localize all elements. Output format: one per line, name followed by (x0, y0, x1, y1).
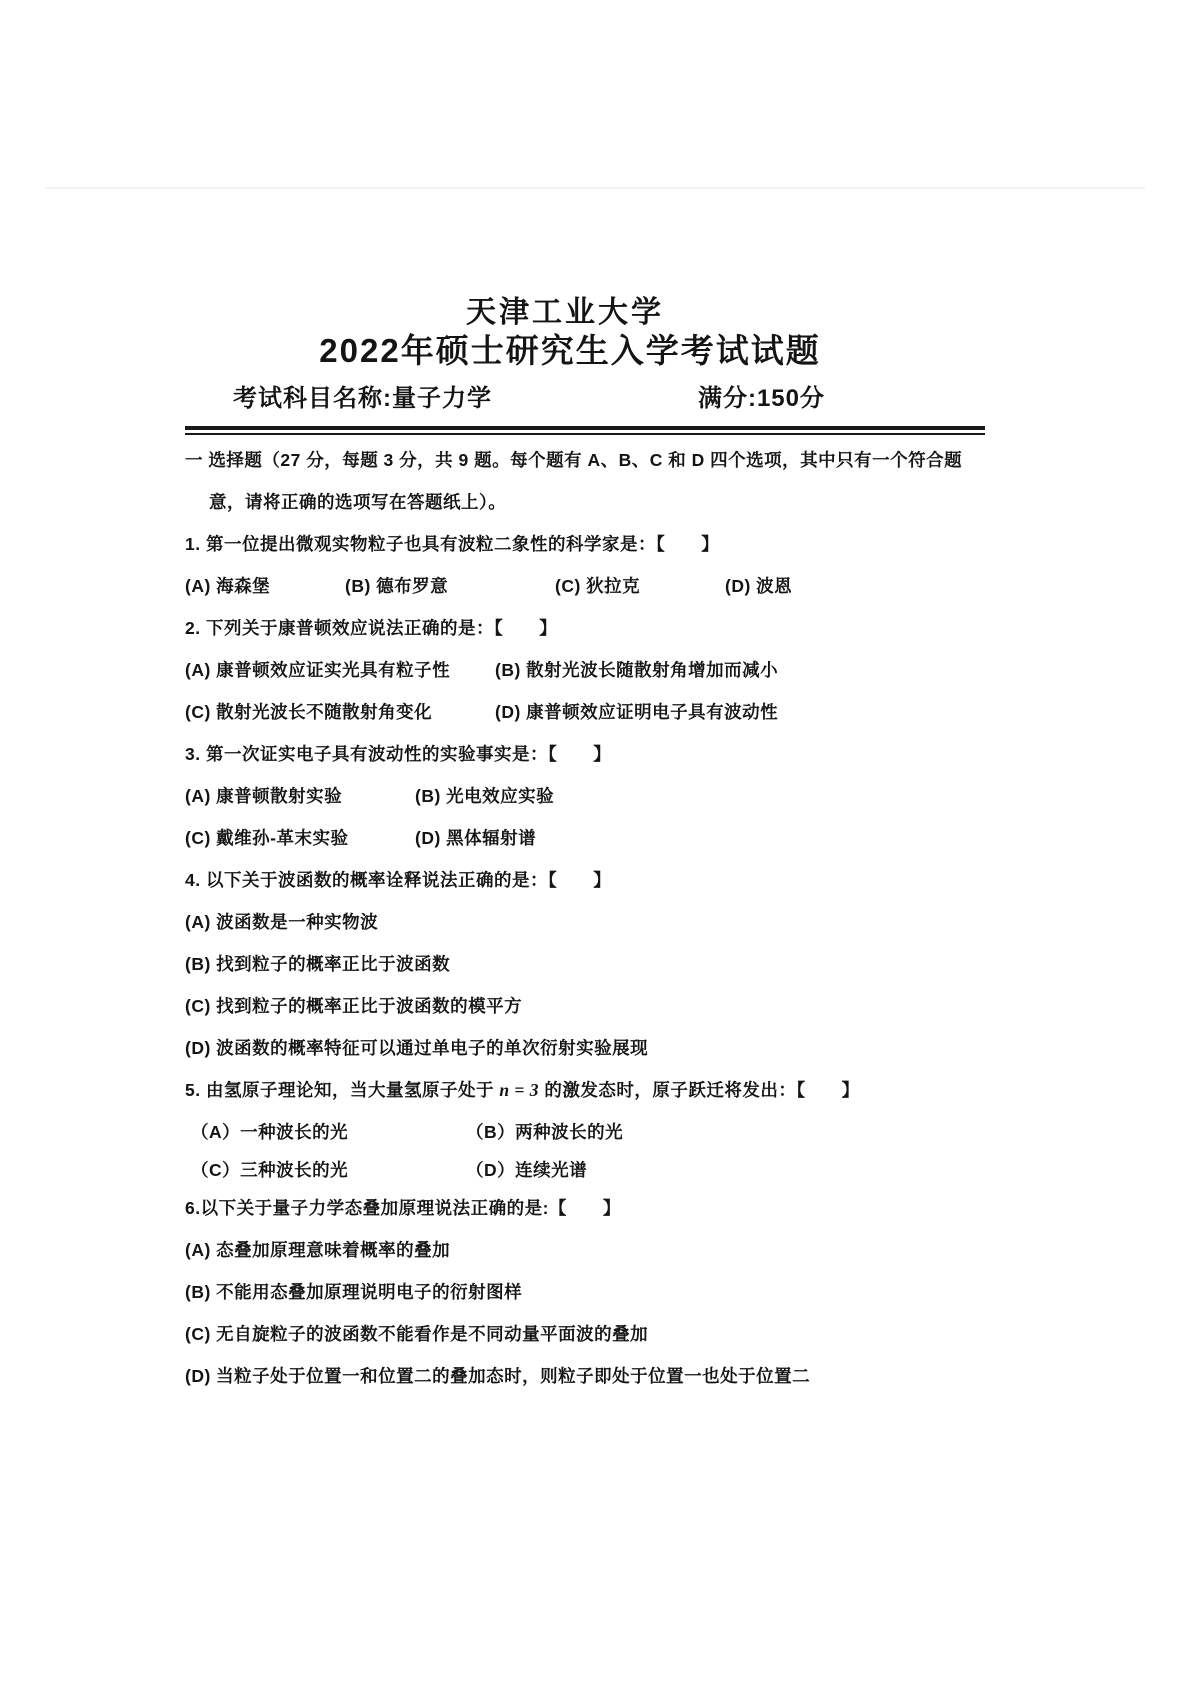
exam-content (185, 296, 985, 1405)
question-3 (185, 741, 985, 851)
instructions-line-1: 一 选择题（27 分，每题 3 分，共 9 题。每个题有 A、B、C 和 D 四个选项，其中只有一个符合题 (185, 450, 963, 470)
question-2-option-c: (C) 散射光波长不随散射角变化 (185, 702, 433, 722)
question-1-option-c: (C) 狄拉克 (555, 576, 641, 596)
question-6 (185, 1195, 985, 1389)
question-5-options-row-1 (185, 1119, 985, 1145)
question-5-option-a: （A）一种波长的光 (191, 1122, 349, 1142)
question-5-option-c: （C）三种波长的光 (191, 1160, 349, 1180)
question-2-option-d: (D) 康普顿效应证明电子具有波动性 (495, 702, 779, 722)
question-2-option-b: (B) 散射光波长随散射角增加而减小 (495, 660, 779, 680)
question-2-options-row-1 (185, 657, 985, 683)
question-4-option-d: (D) 波函数的概率特征可以通过单电子的单次衍射实验展现 (185, 1038, 649, 1058)
question-2-options-row-2 (185, 699, 985, 725)
question-5-stem (185, 1077, 985, 1103)
subject-score-row (185, 384, 985, 414)
question-4-stem: 4. 以下关于波函数的概率诠释说法正确的是：【 】 (185, 870, 612, 890)
subject-label: 考试科目名称:量子力学 (233, 385, 492, 412)
question-1-options (185, 573, 985, 599)
question-3-option-b: (B) 光电效应实验 (415, 786, 555, 806)
section-instructions (185, 447, 985, 515)
question-4-option-b: (B) 找到粒子的概率正比于波函数 (185, 954, 451, 974)
scan-page-top-edge (45, 187, 1145, 189)
question-1-stem: 1. 第一位提出微观实物粒子也具有波粒二象性的科学家是：【 】 (185, 534, 720, 554)
question-1-option-a: (A) 海森堡 (185, 576, 271, 596)
question-5-stem-pre: 5. 由氢原子理论知，当大量氢原子处于 (185, 1080, 500, 1100)
question-6-option-c: (C) 无自旋粒子的波函数不能看作是不同动量平面波的叠加 (185, 1324, 649, 1344)
question-3-stem: 3. 第一次证实电子具有波动性的实验事实是：【 】 (185, 744, 612, 764)
question-1 (185, 531, 985, 599)
question-6-option-b: (B) 不能用态叠加原理说明电子的衍射图样 (185, 1282, 523, 1302)
instructions-line-2: 意，请将正确的选项写在答题纸上）。 (209, 492, 507, 512)
question-5-option-b: （B）两种波长的光 (466, 1122, 624, 1142)
question-2-stem: 2. 下列关于康普顿效应说法正确的是：【 】 (185, 618, 558, 638)
question-4-option-a: (A) 波函数是一种实物波 (185, 912, 379, 932)
exam-title: 2022年硕士研究生入学考试试题 (319, 332, 821, 369)
full-score-label: 满分:150分 (697, 385, 825, 412)
question-6-stem: 6.以下关于量子力学态叠加原理说法正确的是:【 】 (185, 1198, 621, 1218)
question-4 (185, 867, 985, 1061)
question-5 (185, 1077, 985, 1183)
question-2 (185, 615, 985, 725)
question-5-option-d: （D）连续光谱 (466, 1160, 588, 1180)
question-3-option-c: (C) 戴维孙-革末实验 (185, 828, 349, 848)
question-3-option-a: (A) 康普顿散射实验 (185, 786, 343, 806)
question-3-options-row-2 (185, 825, 985, 851)
question-5-options-row-2 (185, 1157, 985, 1183)
header-divider (185, 426, 985, 435)
question-3-options-row-1 (185, 783, 985, 809)
question-6-option-d: (D) 当粒子处于位置一和位置二的叠加态时，则粒子即处于位置一也处于位置二 (185, 1366, 811, 1386)
question-2-option-a: (A) 康普顿效应证实光具有粒子性 (185, 660, 451, 680)
question-1-option-b: (B) 德布罗意 (345, 576, 449, 596)
university-name: 天津工业大学 (466, 296, 664, 329)
question-4-option-c: (C) 找到粒子的概率正比于波函数的模平方 (185, 996, 523, 1016)
question-6-option-a: (A) 态叠加原理意味着概率的叠加 (185, 1240, 451, 1260)
question-3-option-d: (D) 黑体辐射谱 (415, 828, 537, 848)
question-1-option-d: (D) 波恩 (725, 576, 793, 596)
question-5-stem-math: n = 3 (499, 1080, 540, 1100)
question-5-stem-post: 的激发态时，原子跃迁将发出：【 】 (539, 1080, 860, 1100)
